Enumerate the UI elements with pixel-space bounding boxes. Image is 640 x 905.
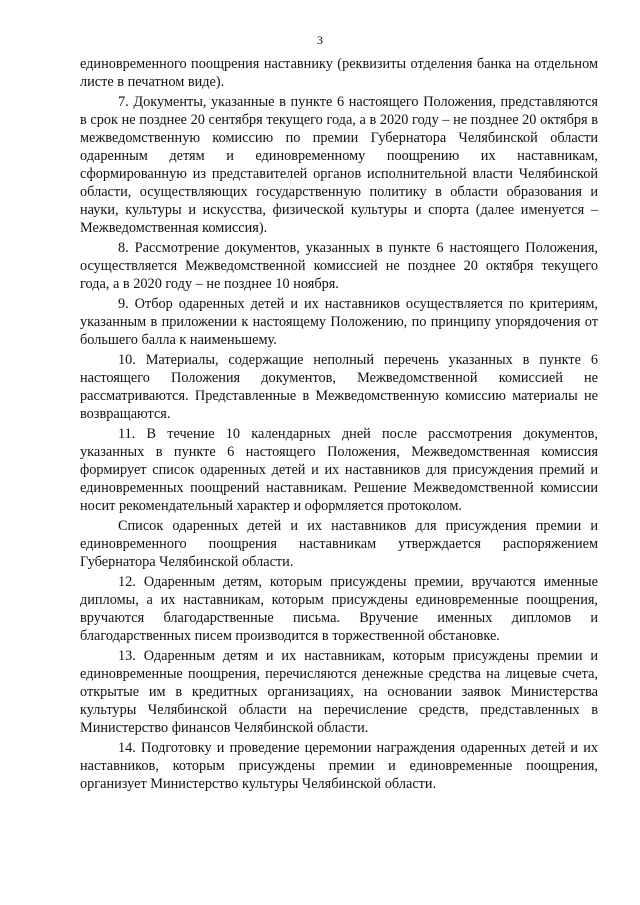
paragraph-11: 11. В течение 10 календарных дней после рассмотрения документов, указанных в пункте 6 настоящего Положения, Межведомственная комиссия формирует список одаренных детей и их наставников для присуждения премий и единовременных поощрений наставникам. Решение Межведомственной комиссии носит рекомендательный характер и оформляется протоколом. <box>80 426 598 514</box>
paragraph-8: 8. Рассмотрение документов, указанных в пункте 6 настоящего Положения, осуществляется Межведомственной комиссией не позднее 20 октября текущего года, а в 2020 году – не позднее 10 ноября. <box>80 240 598 292</box>
paragraph-9: 9. Отбор одаренных детей и их наставников осуществляется по критериям, указанным в приложении к настоящему Положению, по принципу упорядочения от большего балла к наименьшему. <box>80 296 598 348</box>
paragraph-continued: единовременного поощрения наставнику (реквизиты отделения банка на отдельном листе в печатном виде). <box>80 56 598 90</box>
paragraph-11-list-approval: Список одаренных детей и их наставников для присуждения премии и единовременного поощрения наставникам утверждается распоряжением Губернатора Челябинской области. <box>80 518 598 570</box>
paragraph-10: 10. Материалы, содержащие неполный перечень указанных в пункте 6 настоящего Положения документов, Межведомственной комиссией не рассматриваются. Представленные в Межведомственную комиссию материалы не возвращаются. <box>80 352 598 422</box>
paragraph-13: 13. Одаренным детям и их наставникам, которым присуждены премии и единовременные поощрения, перечисляются денежные средства на лицевые счета, открытые им в кредитных организациях, на основании заявок Министерства культуры Челябинской области на перечисление средств, представленных в Министерство финансов Челябинской области. <box>80 648 598 736</box>
paragraph-12: 12. Одаренным детям, которым присуждены премии, вручаются именные дипломы, а их наставникам, которым присуждены единовременные поощрения, вручаются благодарственные письма. Вручение именных дипломов и благодарственных писем производится в торжественной обстановке. <box>80 574 598 644</box>
paragraph-14: 14. Подготовку и проведение церемонии награждения одаренных детей и их наставников, которым присуждены премии и единовременные поощрения, организует Министерство культуры Челябинской области. <box>80 740 598 792</box>
page-number: 3 <box>317 33 323 47</box>
paragraph-7: 7. Документы, указанные в пункте 6 настоящего Положения, представляются в срок не позднее 20 сентября текущего года, а в 2020 году – не позднее 20 октября в межведомственную комиссию по премии Губернатора Челябинской области одаренным детям и единовременному поощрению их наставникам, сформированную из представителей органов исполнительной власти Челябинской области, осуществляющих государственную политику в области образования и науки, культуры и искусства, физической культуры и спорта (далее именуется – Межведомственная комиссия). <box>80 94 598 236</box>
document-body <box>80 55 598 793</box>
